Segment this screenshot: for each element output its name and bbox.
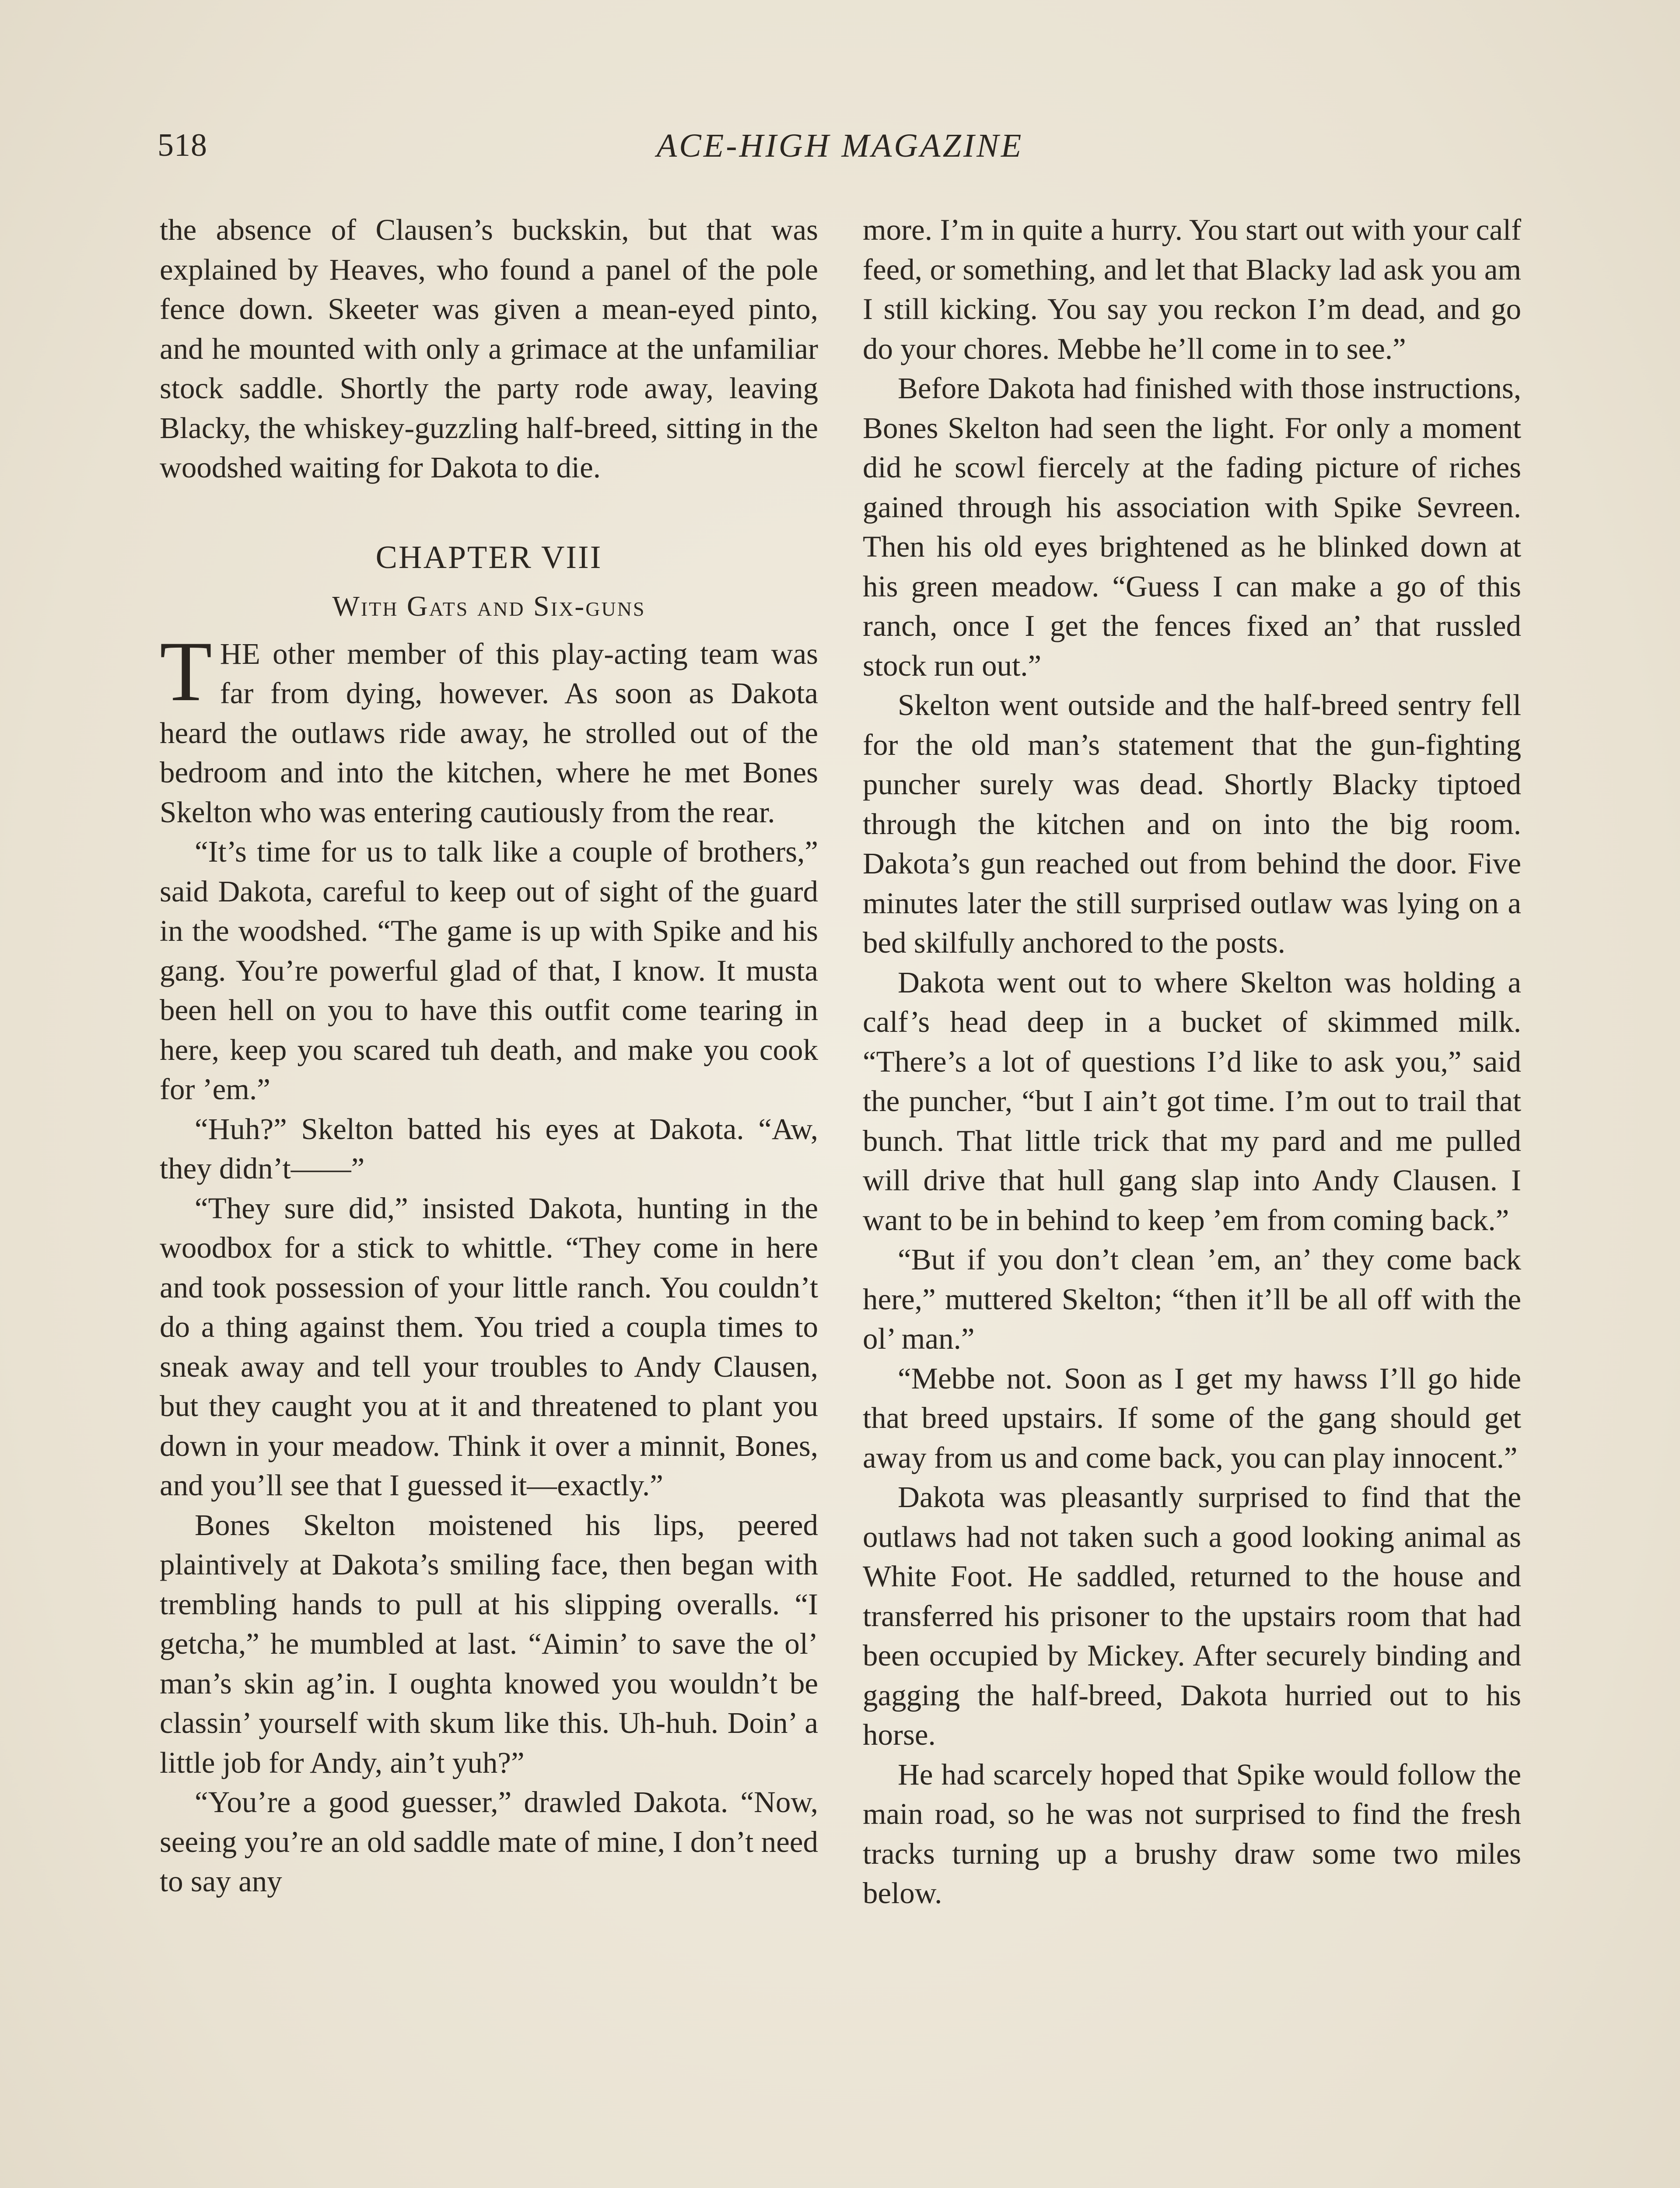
paragraph: more. I’m in quite a hurry. You start out with your calf feed, or something, and let that Blacky lad ask you am I still kicking. You say you reckon I’m dead, and go do your chores. Mebbe he’ll come in to see.” xyxy=(863,213,1521,365)
paragraph: “But if you don’t clean ’em, an’ they come back here,” muttered Skelton; “then it’ll be all off with the ol’ man.” xyxy=(863,1243,1521,1355)
right-column xyxy=(863,210,1521,1913)
paragraph: “Mebbe not. Soon as I get my hawss I’ll go hide that breed upstairs. If some of the gang should get away from us and come back, you can play innocent.” xyxy=(863,1361,1521,1474)
paragraph: “It’s time for us to talk like a couple of brothers,” said Dakota, careful to keep out of sight of the guard in the woodshed. “The game is up with Spike and his gang. You’re powerful glad of that, I know. It musta been hell on you to have this outfit come tearing in here, keep you scared tuh death, and make you cook for ’em.” xyxy=(160,835,818,1106)
paragraph: the absence of Clausen’s buckskin, but that was explained by Heaves, who found a panel of the pole fence down. Skeeter was given a mean-eyed pinto, and he mounted with only a grimace at the unfamiliar stock saddle. Shortly the party rode away, leaving Blacky, the whiskey-guzzling half-breed, sitting in the woodshed waiting for Dakota to die. xyxy=(160,213,818,484)
paragraph: Skelton went outside and the half-breed sentry fell for the old man’s statement that the gun-fighting puncher surely was dead. Shortly Blacky tiptoed through the kitchen and on into the big room. Dakota’s gun reached out from behind the door. Five minutes later the still surprised outlaw was lying on a bed skilfully anchored to the posts. xyxy=(863,688,1521,959)
paragraph: “Huh?” Skelton batted his eyes at Dakota. “Aw, they didn’t——” xyxy=(160,1112,818,1185)
drop-cap: T xyxy=(160,624,212,719)
paragraph: He had scarcely hoped that Spike would follow the main road, so he was not surprised to find the fresh tracks turning up a brushy draw some two miles below. xyxy=(863,1757,1521,1910)
paragraph: “They sure did,” insisted Dakota, hunting in the woodbox for a stick to whittle. “They come in here and took possession of your little ranch. You couldn’t do a thing against them. You tried a coupla times to sneak away and tell your troubles to Andy Clausen, but they caught you at it and threatened to plant you down in your meadow. Think it over a minnit, Bones, and you’ll see that I guessed it—exactly.” xyxy=(160,1191,818,1502)
chapter-heading: CHAPTER VIII xyxy=(375,539,602,575)
opening-paragraph-text: HE other member of this play-acting team was far from dying, however. As soon as Dakota heard the outlaws ride away, he strolled out of the bedroom and into the kitchen, where he met Bones Skelton who was entering cautiously from the rear. xyxy=(160,637,818,829)
paragraph: “You’re a good guesser,” drawled Dakota. “Now, seeing you’re an old saddle mate of mine, I don’t need to say any xyxy=(160,1785,818,1898)
chapter-subheading: With Gats and Six-guns xyxy=(332,590,646,622)
paragraph: Dakota went out to where Skelton was holding a calf’s head deep in a bucket of skimmed milk. “There’s a lot of questions I’d like to ask you,” said the puncher, “but I ain’t got time. I’m out to trail that bunch. That little trick that my pard and me pulled will drive that hull gang slap into Andy Clausen. I want to be in behind to keep ’em from coming back.” xyxy=(863,965,1521,1237)
paragraph: Bones Skelton moistened his lips, peered plaintively at Dakota’s smiling face, then began with trembling hands to pull at his slipping overalls. “I getcha,” he mumbled at last. “Aimin’ to save the ol’ man’s skin ag’in. I oughta knowed you wouldn’t be classin’ yourself with skum like this. Uh-huh. Doin’ a little job for Andy, ain’t yuh?” xyxy=(160,1508,818,1779)
opening-paragraph xyxy=(160,624,818,832)
page-number: 518 xyxy=(158,127,207,163)
paragraph: Dakota was pleasantly surprised to find that the outlaws had not taken such a good looking animal as White Foot. He saddled, returned to the house and transferred his prisoner to the upstairs room that had been occupied by Mickey. After securely binding and gagging the half-breed, Dakota hurried out to his horse. xyxy=(863,1480,1521,1751)
page-header xyxy=(158,127,1522,179)
left-column xyxy=(160,210,818,1901)
paragraph: Before Dakota had finished with those instructions, Bones Skelton had seen the light. For only a moment did he scowl fiercely at the fading picture of riches gained through his association with Spike Sevreen. Then his old eyes brightened as he blinked down at his green meadow. “Guess I can make a go of this ranch, once I get the fences fixed an’ that russled stock run out.” xyxy=(863,372,1521,682)
magazine-title: ACE-HIGH MAGAZINE xyxy=(656,127,1024,164)
